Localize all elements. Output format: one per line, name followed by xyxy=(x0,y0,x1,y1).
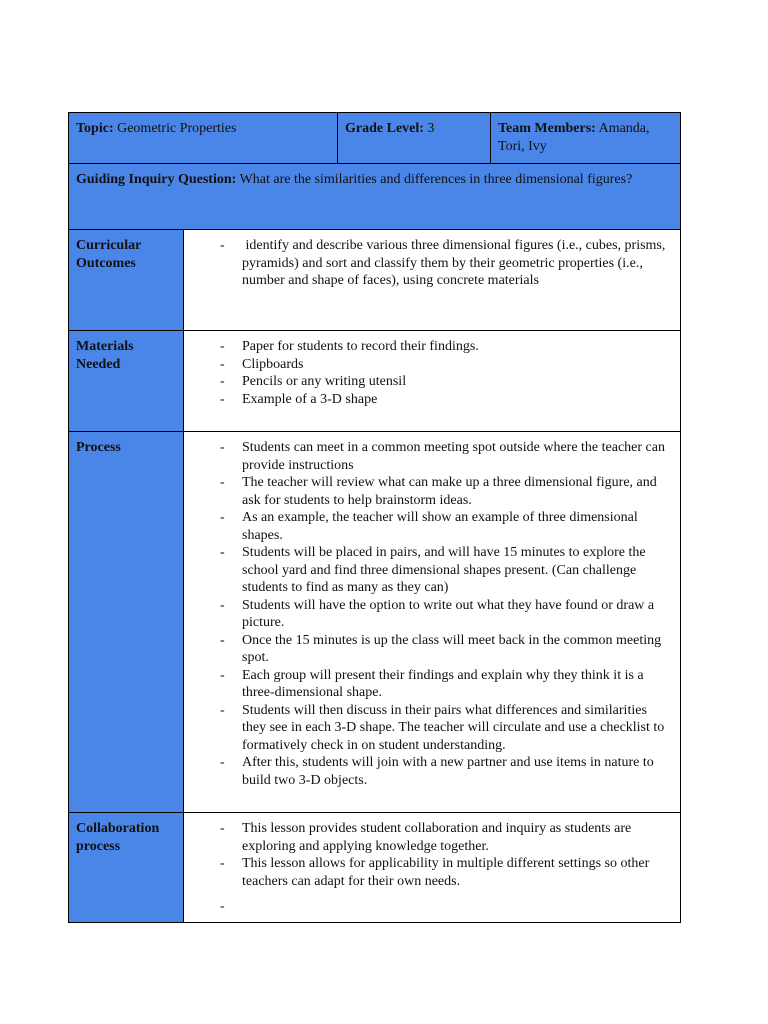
curricular-outcomes-row xyxy=(69,230,681,331)
list-item: - Example of a 3-D shape xyxy=(242,391,673,409)
grade-level-cell xyxy=(338,113,491,164)
topic-value: Geometric Properties xyxy=(117,121,237,136)
list-item: - This lesson allows for applicability in multiple different settings so other teachers can adapt for their own needs. xyxy=(242,855,673,890)
header-row xyxy=(69,113,681,164)
guiding-question-row xyxy=(69,164,681,230)
list-item: - Students can meet in a common meeting spot outside where the teacher can provide instructions xyxy=(242,439,673,474)
list-item: - As an example, the teacher will show an example of three dimensional shapes. xyxy=(242,509,673,544)
curricular-outcomes-list xyxy=(191,237,673,290)
process-row xyxy=(69,432,681,813)
list-item: - After this, students will join with a new partner and use items in nature to build two 3-D objects. xyxy=(242,754,673,789)
list-item: - Students will then discuss in their pairs what differences and similarities they see in each 3-D shape. The teacher will circulate and use a checklist to formatively check in on student understanding. xyxy=(242,702,673,755)
lesson-plan-table xyxy=(68,112,681,923)
guiding-question-value: What are the similarities and differences in three dimensional figures? xyxy=(239,172,633,187)
process-list xyxy=(191,439,673,789)
collaboration-process-content xyxy=(184,813,681,923)
curricular-outcomes-content xyxy=(184,230,681,331)
list-item: - Students will have the option to write out what they have found or draw a picture. xyxy=(242,597,673,632)
collaboration-list xyxy=(191,820,673,916)
materials-needed-content xyxy=(184,331,681,432)
collaboration-process-label: Collaboration process xyxy=(69,813,184,923)
list-item: - identify and describe various three dimensional figures (i.e., cubes, prisms, pyramids) and sort and classify them by their geometric properties (i.e., number and shape of faces), using concrete materials xyxy=(242,237,673,290)
list-item: - Students will be placed in pairs, and will have 15 minutes to explore the school yard and find three dimensional shapes present. (Can challenge students to find as many as they can) xyxy=(242,544,673,597)
process-label: Process xyxy=(69,432,184,813)
materials-needed-label: Materials Needed xyxy=(69,331,184,432)
team-members-cell xyxy=(491,113,681,164)
list-item: - Once the 15 minutes is up the class will meet back in the common meeting spot. xyxy=(242,632,673,667)
grade-level-value: 3 xyxy=(427,121,435,136)
team-members-value: Amanda, Tori, Ivy xyxy=(498,121,650,154)
grade-level-label: Grade Level: xyxy=(345,121,424,136)
team-members-label: Team Members: xyxy=(498,121,596,136)
topic-cell xyxy=(69,113,338,164)
collaboration-process-row xyxy=(69,813,681,923)
list-item: - Clipboards xyxy=(242,356,673,374)
guiding-question-cell xyxy=(69,164,681,230)
list-item: - Pencils or any writing utensil xyxy=(242,373,673,391)
curricular-outcomes-label: Curricular Outcomes xyxy=(69,230,184,331)
list-item: - Paper for students to record their findings. xyxy=(242,338,673,356)
list-item: - Each group will present their findings and explain why they think it is a three-dimensional shape. xyxy=(242,667,673,702)
topic-label: Topic: xyxy=(76,121,114,136)
guiding-question-label: Guiding Inquiry Question: xyxy=(76,172,237,187)
list-item xyxy=(242,898,673,916)
list-item: - This lesson provides student collaboration and inquiry as students are exploring and applying knowledge together. xyxy=(242,820,673,855)
materials-needed-row xyxy=(69,331,681,432)
process-content xyxy=(184,432,681,813)
materials-list xyxy=(191,338,673,408)
list-item: - The teacher will review what can make up a three dimensional figure, and ask for students to help brainstorm ideas. xyxy=(242,474,673,509)
